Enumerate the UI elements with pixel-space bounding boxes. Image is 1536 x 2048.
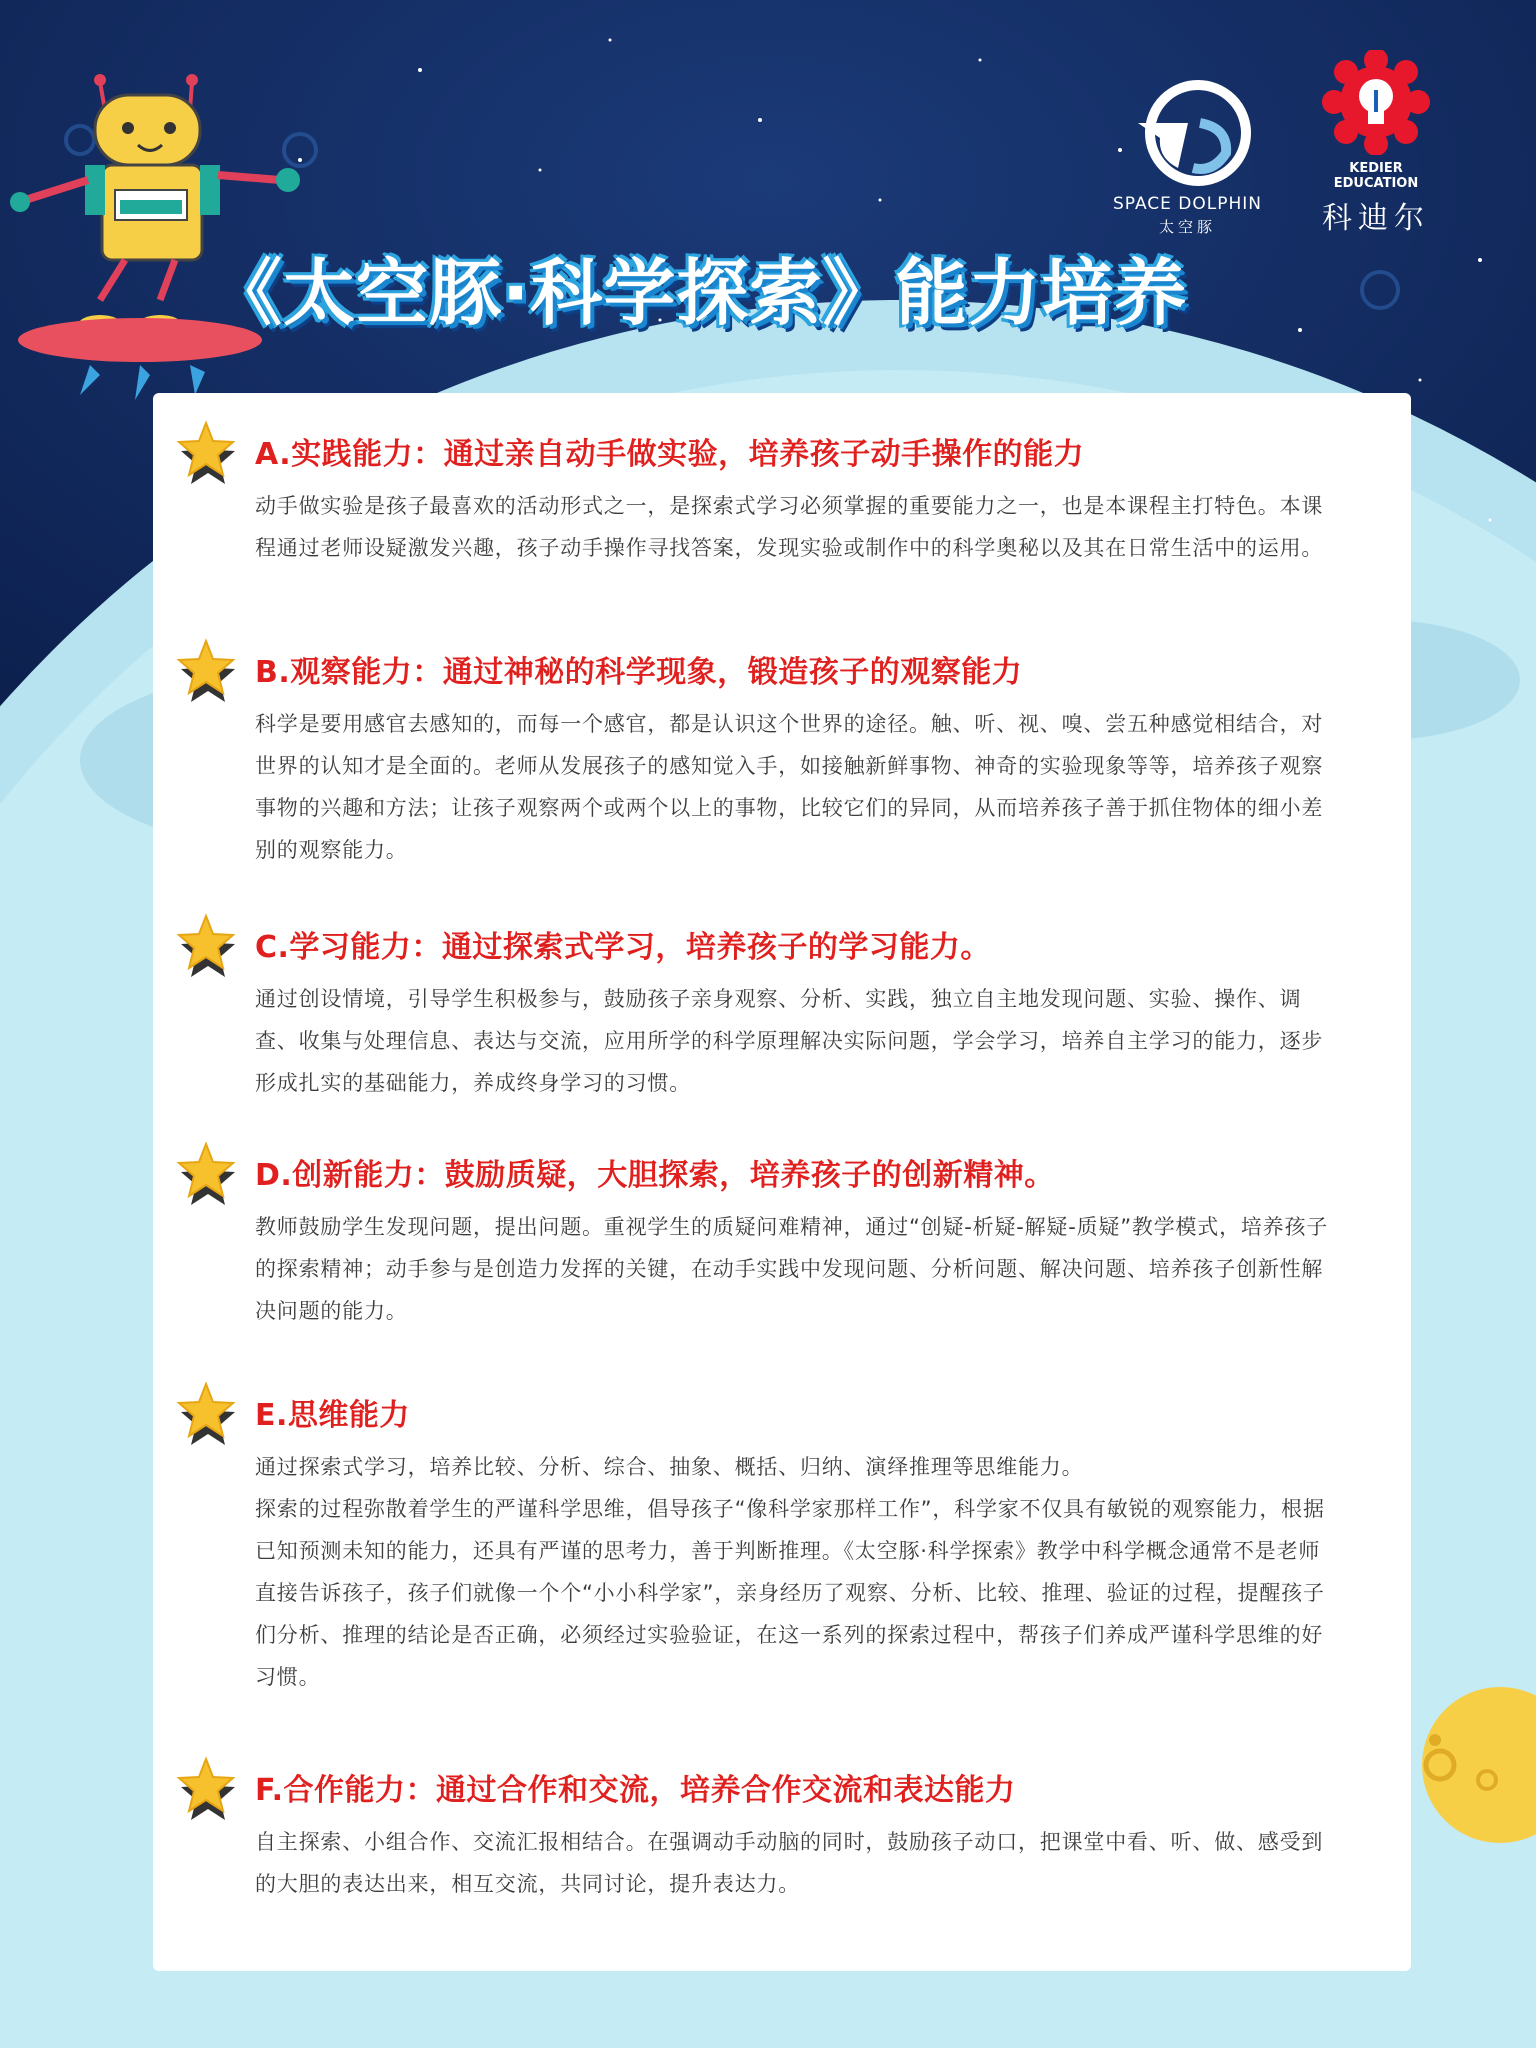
section-paragraph: 自主探索、小组合作、交流汇报相结合。在强调动手动脑的同时，鼓励孩子动口，把课堂中看、听、做、感受到的大胆的表达出来，相互交流，共同讨论，提升表达力。 xyxy=(255,1830,1324,1896)
section-body xyxy=(255,1206,1340,1332)
section-paragraph: 动手做实验是孩子最喜欢的活动形式之一，是探索式学习必须掌握的重要能力之一，也是本课程主打特色。本课程通过老师设疑激发兴趣，孩子动手操作寻找答案，发现实验或制作中的科学奥秘以及其在日常生活中的运用。 xyxy=(255,494,1324,560)
section-body xyxy=(255,1446,1340,1698)
section-body xyxy=(255,703,1340,871)
section-paragraph: 科学是要用感官去感知的，而每一个感官，都是认识这个世界的途径。触、听、视、嗅、尝五种感觉相结合，对世界的认知才是全面的。老师从发展孩子的感知觉入手，如接触新鲜事物、神奇的实验现象等等，培养孩子观察事物的兴趣和方法；让孩子观察两个或两个以上的事物，比较它们的异同，从而培养孩子善于抓住物体的细小差别的观察能力。 xyxy=(255,712,1324,862)
star-icon xyxy=(173,419,239,485)
section-title: B.观察能力：通过神秘的科学现象，锻造孩子的观察能力 xyxy=(255,655,1023,690)
content-card xyxy=(153,393,1411,1971)
kedier-cn: 科迪尔 xyxy=(1322,201,1430,236)
space-dolphin-cn: 太空豚 xyxy=(1158,218,1216,236)
star-icon xyxy=(173,912,239,978)
section-title: D.创新能力：鼓励质疑，大胆探索，培养孩子的创新精神。 xyxy=(255,1158,1055,1193)
section-paragraph: 探索的过程弥散着学生的严谨科学思维，倡导孩子“像科学家那样工作”，科学家不仅具有敏锐的观察能力，根据已知预测未知的能力，还具有严谨的思考力，善于判断推理。《太空豚·科学探索》教学中科学概念通常不是老师直接告诉孩子，孩子们就像一个个“小小科学家”，亲身经历了观察、分析、比较、推理、验证的过程，提醒孩子们分析、推理的结论是否正确，必须经过实验验证，在这一系列的探索过程中，帮孩子们养成严谨科学思维的好习惯。 xyxy=(255,1497,1325,1689)
section-body xyxy=(255,978,1340,1104)
star-icon xyxy=(173,637,239,703)
space-dolphin-icon xyxy=(1118,78,1258,188)
space-dolphin-logo xyxy=(1095,78,1280,237)
section-body xyxy=(255,1821,1340,1905)
section-body xyxy=(255,485,1340,569)
section-title: E.思维能力 xyxy=(255,1398,410,1433)
star-icon xyxy=(173,1380,239,1446)
space-dolphin-en: SPACE DOLPHIN xyxy=(1112,194,1262,214)
section-paragraph: 通过创设情境，引导学生积极参与，鼓励孩子亲身观察、分析、实践，独立自主地发现问题、实验、操作、调查、收集与处理信息、表达与交流，应用所学的科学原理解决实际问题，学会学习，培养自主学习的能力，逐步形成扎实的基础能力，养成终身学习的习惯。 xyxy=(255,987,1324,1095)
section-title: F.合作能力：通过合作和交流，培养合作交流和表达能力 xyxy=(255,1773,1016,1808)
section-title: A.实践能力：通过亲自动手做实验，培养孩子动手操作的能力 xyxy=(255,437,1085,472)
lightbulb-flower-icon xyxy=(1321,50,1431,155)
section-paragraph: 教师鼓励学生发现问题，提出问题。重视学生的质疑问难精神，通过“创疑-析疑-解疑-质疑”教学模式，培养孩子的探索精神；动手参与是创造力发挥的关键，在动手实践中发现问题、分析问题、解决问题、培养孩子创新性解决问题的能力。 xyxy=(255,1215,1329,1323)
star-icon xyxy=(173,1140,239,1206)
logo-group xyxy=(1095,50,1446,237)
section-paragraph: 通过探索式学习，培养比较、分析、综合、抽象、概括、归纳、演绎推理等思维能力。 xyxy=(255,1455,1084,1479)
kedier-logo xyxy=(1306,50,1446,237)
kedier-en: KEDIER EDUCATION xyxy=(1333,161,1419,191)
section-title: C.学习能力：通过探索式学习，培养孩子的学习能力。 xyxy=(255,930,991,965)
star-icon xyxy=(173,1755,239,1821)
page-title: 《太空豚·科学探索》能力培养 xyxy=(210,251,1188,335)
